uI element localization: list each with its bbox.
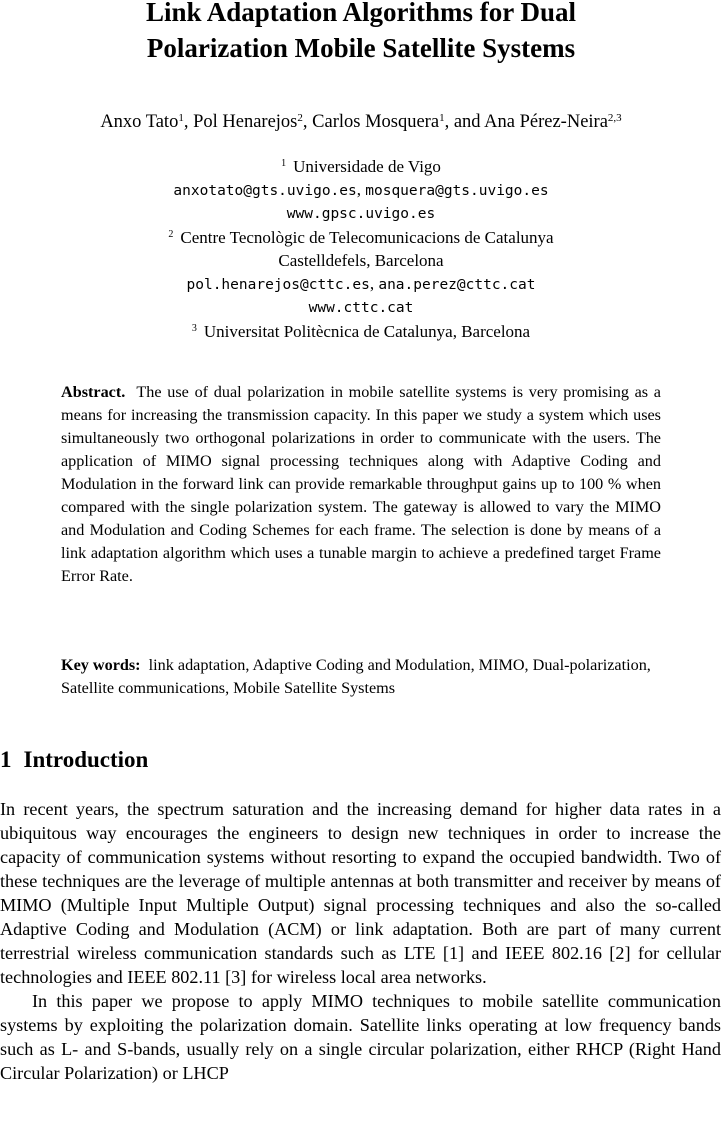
abstract-label: Abstract.: [61, 383, 126, 401]
author-affiliation-mark: 2: [297, 112, 303, 124]
paragraph: In this paper we propose to apply MIMO techniques to mobile satellite communication systems by exploiting the polarization domain. Satellite links operating at low frequency bands such as L- and S-bands, usually rely on a single circular polarization, either RHCP (Right Hand Circular Polarization) or LHCP: [0, 991, 721, 1083]
affiliations: [0, 155, 722, 343]
affiliation-2-web[interactable]: www.cttc.cat: [308, 300, 414, 316]
title-line-1: Link Adaptation Algorithms for Dual: [145, 0, 577, 27]
author-list: [0, 112, 722, 133]
email-link[interactable]: ana.perez@cttc.cat: [378, 277, 536, 293]
section-title: Introduction: [23, 747, 149, 772]
affiliation-1-web[interactable]: www.gpsc.uvigo.es: [286, 206, 436, 222]
keywords: [61, 654, 661, 700]
author-name: Anxo Tato: [100, 112, 179, 132]
keywords-text: link adaptation, Adaptive Coding and Modulation, MIMO, Dual-polarization, Satellite communications, Mobile Satellite Systems: [61, 656, 651, 697]
affiliation-2: [0, 226, 722, 249]
affiliation-mark: 2: [168, 229, 174, 240]
author-separator: ,: [302, 112, 313, 132]
affiliation-3: [0, 320, 722, 343]
author-separator: , and: [444, 112, 485, 132]
affiliation-2-city: Castelldefels, Barcelona: [278, 251, 444, 270]
email-separator: ,: [356, 180, 366, 199]
email-link[interactable]: pol.henarejos@cttc.es: [186, 277, 370, 293]
author-name: Carlos Mosquera: [312, 112, 440, 132]
title-line-2: Polarization Mobile Satellite Systems: [146, 33, 576, 63]
affiliation-name: Centre Tecnològic de Telecomunicacions de Catalunya: [180, 228, 554, 247]
abstract: [61, 381, 661, 588]
abstract-text: The use of dual polarization in mobile satellite systems is very promising as a means for increasing the transmission capacity. In this paper we study a system which uses simultaneously two orthogonal polarizations in order to communicate with the users. The application of MIMO signal processing techniques along with Adaptive Coding and Modulation in the forward link can provide remarkable throughput gains up to 100 % when compared with the single polarization system. The gateway is allowed to vary the MIMO and Modulation and Coding Schemes for each frame. The selection is done by means of a link adaptation algorithm which uses a tunable margin to achieve a predefined target Frame Error Rate.: [61, 383, 661, 585]
affiliation-name: Universidade de Vigo: [293, 157, 441, 176]
keywords-label: Key words:: [61, 656, 141, 674]
author-affiliation-mark: 2,3: [607, 112, 622, 124]
affiliation-mark: 1: [281, 158, 287, 169]
author-name: Pol Henarejos: [193, 112, 298, 132]
paper-title: [0, 0, 722, 66]
author-affiliation-mark: 1: [439, 112, 445, 124]
affiliation-2-emails: [0, 272, 722, 297]
section-heading: [0, 747, 148, 773]
affiliation-1: [0, 155, 722, 178]
body-text: [0, 797, 721, 1085]
section-number: 1: [0, 747, 12, 772]
author-affiliation-mark: 1: [178, 112, 184, 124]
affiliation-1-emails: [0, 178, 722, 203]
author-name: Ana Pérez-Neira: [484, 112, 608, 132]
affiliation-mark: 3: [191, 323, 197, 334]
email-link[interactable]: mosquera@gts.uvigo.es: [365, 183, 549, 199]
affiliation-name: Universitat Politècnica de Catalunya, Barcelona: [203, 322, 531, 341]
email-link[interactable]: anxotato@gts.uvigo.es: [173, 183, 357, 199]
paragraph: In recent years, the spectrum saturation and the increasing demand for higher data rates in a ubiquitous way encourages the engineers to design new techniques in order to increase the capacity of communication systems without resorting to expand the occupied bandwidth. Two of these techniques are the leverage of multiple antennas at both transmitter and receiver by means of MIMO (Multiple Input Multiple Output) signal processing techniques and also the so-called Adaptive Coding and Modulation (ACM) or link adaptation. Both are part of many current terrestrial wireless communication standards such as LTE [1] and IEEE 802.16 [2] for cellular technologies and IEEE 802.11 [3] for wireless local area networks.: [0, 799, 721, 987]
email-separator: ,: [369, 274, 379, 293]
author-separator: ,: [183, 112, 194, 132]
